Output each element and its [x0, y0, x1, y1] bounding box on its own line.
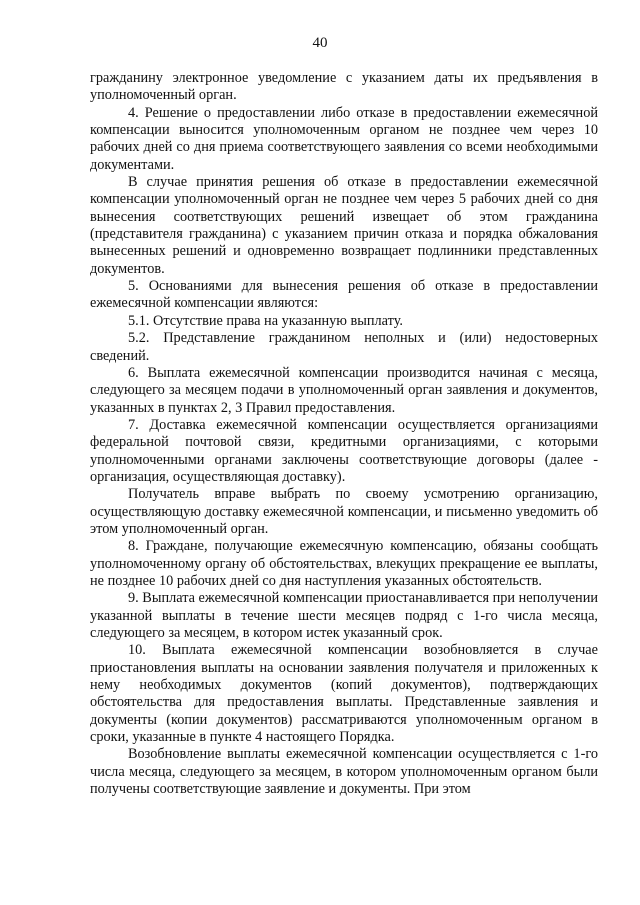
paragraph-item-5-1: 5.1. Отсутствие права на указанную выплату.	[128, 312, 403, 329]
paragraph-resumption: Возобновление выплаты ежемесячной компенсации осуществляется с 1-го числа месяца, следующего за месяцем, в котором уполномоченным органом были получены соответствующие заявление и документы. При этом	[90, 746, 598, 798]
document-body	[90, 70, 598, 798]
paragraph-item-7: 7. Доставка ежемесячной компенсации осуществляется организациями федеральной почтовой связи, кредитными организациями, с которыми уполномоченными органами заключены соответствующие договоры (далее - организация, осуществляющая доставку).	[90, 416, 598, 485]
paragraph-item-8: 8. Граждане, получающие ежемесячную компенсацию, обязаны сообщать уполномоченному органу об обстоятельствах, влекущих прекращение ее выплаты, не позднее 10 рабочих дней со дня наступления указанных обстоятельств.	[90, 538, 598, 589]
page-number: 40	[312, 35, 328, 51]
paragraph-item-9: 9. Выплата ежемесячной компенсации приостанавливается при неполучении указанной выплаты в течение шести месяцев подряд с 1-го числа месяца, следующего за месяцем, в котором истек указанный срок.	[90, 590, 598, 641]
paragraph-delivery-choice: Получатель вправе выбрать по своему усмотрению организацию, осуществляющую доставку ежемесячной компенсации, и письменно уведомить об этом уполномоченный орган.	[90, 486, 598, 537]
paragraph-item-5-2: 5.2. Представление гражданином неполных и (или) недостоверных сведений.	[90, 330, 598, 364]
paragraph-refusal-notice: В случае принятия решения об отказе в предоставлении ежемесячной компенсации уполномоченный орган не позднее чем через 5 рабочих дней со дня вынесения соответствующих решений извещает об этом гражданина (представителя гражданина) с указанием причин отказа и порядка обжалования вынесенных решений и одновременно возвращает подлинники представленных документов.	[90, 174, 598, 277]
paragraph-item-6: 6. Выплата ежемесячной компенсации производится начиная с месяца, следующего за месяцем подачи в уполномоченный орган заявления и документов, указанных в пунктах 2, 3 Правил предоставления.	[90, 364, 598, 416]
paragraph-item-5: 5. Основаниями для вынесения решения об отказе в предоставлении ежемесячной компенсации являются:	[90, 278, 598, 312]
paragraph-item-4: 4. Решение о предоставлении либо отказе в предоставлении ежемесячной компенсации выносится уполномоченным органом не позднее чем через 10 рабочих дней со дня приема соответствующего заявления со всеми необходимыми документами.	[90, 104, 598, 173]
paragraph-continuation: гражданину электронное уведомление с указанием даты их предъявления в уполномоченный орган.	[90, 70, 598, 104]
paragraph-item-10: 10. Выплата ежемесячной компенсации возобновляется в случае приостановления выплаты на основании заявления получателя и приложенных к нему необходимых документов (копий документов), подтверждающих обстоятельства для предоставления выплаты. Представленные заявления и документы (копии документов) рассматриваются уполномоченным органом в сроки, указанные в пункте 4 настоящего Порядка.	[90, 642, 598, 746]
